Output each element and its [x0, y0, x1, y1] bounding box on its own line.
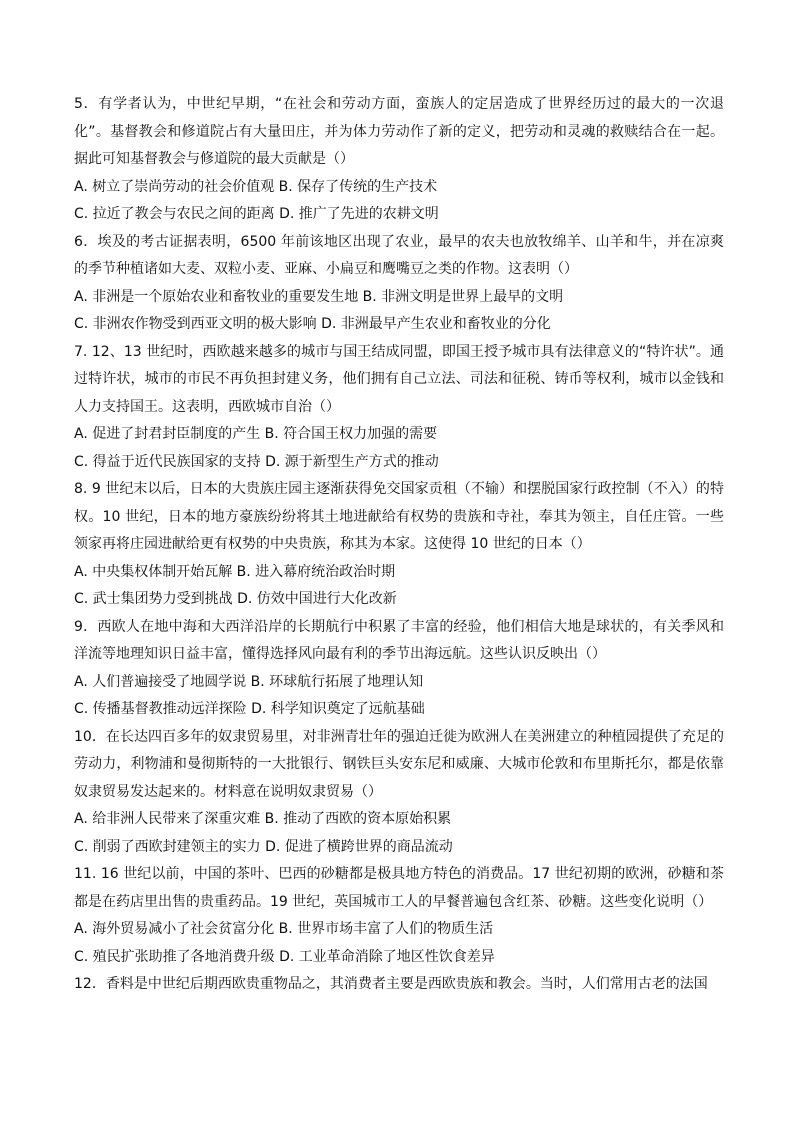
question-stem: 12．香料是中世纪后期西欧贵重物品之，其消费者主要是西欧贵族和教会。当时，人们常用古老的法国: [74, 976, 708, 992]
options-line: C. 殖民扩张助推了各地消费升级 D. 工业革命消除了地区性饮食差异: [74, 948, 495, 965]
question-stem: 8. 9 世纪末以后，日本的大贵族庄园主逐渐获得免交国家贡租（不输）和摆脱国家行政控制（不入）的特权。10 世纪，日本的地方豪族纷纷将其土地进献给有权势的贵族和寺社，奉其为领主，自任庄管。一些领家再将庄园进献给更有权势的中央贵族，称其为本家。这使得 10 世纪的日本（）: [74, 481, 724, 552]
options-line: C. 武士集团势力受到挑战 D. 仿效中国进行大化改新: [74, 591, 397, 607]
question-stem: 5．有学者认为，中世纪早期，“在社会和劳动方面，蛮族人的定居造成了世界经历过的最大的一次退化”。基督教会和修道院占有大量田庄，并为体力劳动作了新的定义，把劳动和灵魂的救赎结合在一起。据此可知基督教会与修道院的最大贡献是（）: [74, 96, 724, 167]
options-line: A. 促进了封君封臣制度的产生 B. 符合国王权力加强的需要: [74, 426, 438, 442]
question-11: [74, 861, 724, 971]
question-7: [74, 339, 724, 477]
options-line: A. 人们普遍接受了地圆学说 B. 环球航行拓展了地理认知: [74, 673, 424, 690]
question-stem: 7. 12、13 世纪时，西欧越来越多的城市与国王结成同盟，即国王授予城市具有法律意义的“特许状”。通过特许状，城市的市民不再负担封建义务，他们拥有自己立法、司法和征税、铸币等权利，城市以金钱和人力支持国王。这表明，西欧城市自治（）: [74, 343, 724, 415]
question-12: [74, 971, 724, 999]
options-line: C. 传播基督教推动远洋探险 D. 科学知识奠定了远航基础: [74, 701, 425, 717]
options-line: C. 非洲农作物受到西亚文明的极大影响 D. 非洲最早产生农业和畜牧业的分化: [74, 316, 551, 332]
options-line: C. 拉近了教会与农民之间的距离 D. 推广了先进的农耕文明: [74, 206, 439, 222]
question-list: [74, 91, 724, 999]
question-10: [74, 724, 724, 862]
question-stem: 9．西欧人在地中海和大西洋沿岸的长期航行中积累了丰富的经验，他们相信大地是球状的，有关季风和洋流等地理知识日益丰富，懂得选择风向最有利的季节出海远航。这些认识反映出（）: [74, 618, 724, 662]
question-stem: 6．埃及的考古证据表明，6500 年前该地区出现了农业，最早的农夫也放牧绵羊、山羊和牛，并在凉爽的季节种植诸如大麦、双粒小麦、亚麻、小扁豆和鹰嘴豆之类的作物。这表明（）: [74, 233, 724, 277]
question-stem: 10．在长达四百多年的奴隶贸易里，对非洲青壮年的强迫迁徙为欧洲人在美洲建立的种植园提供了充足的劳动力，利物浦和曼彻斯特的一大批银行、钢铁巨头安东尼和威廉、大城市伦敦和布里斯托尔，都是依靠奴隶贸易发达起来的。材料意在说明奴隶贸易（）: [74, 728, 724, 800]
question-9: [74, 614, 724, 724]
options-line: C. 削弱了西欧封建领主的实力 D. 促进了横跨世界的商品流动: [74, 838, 453, 855]
options-line: A. 非洲是一个原始农业和畜牧业的重要发生地 B. 非洲文明是世界上最早的文明: [74, 288, 564, 305]
options-line: A. 海外贸易减小了社会贫富分化 B. 世界市场丰富了人们的物质生活: [74, 921, 494, 937]
options-line: A. 中央集权体制开始瓦解 B. 进入幕府统治政治时期: [74, 563, 396, 580]
options-line: C. 得益于近代民族国家的支持 D. 源于新型生产方式的推动: [74, 453, 439, 470]
options-line: A. 给非洲人民带来了深重灾难 B. 推动了西欧的资本原始积累: [74, 811, 452, 827]
options-line: A. 树立了崇尚劳动的社会价值观 B. 保存了传统的生产技术: [74, 178, 438, 195]
question-6: [74, 229, 724, 339]
question-8: [74, 476, 724, 614]
question-stem: 11. 16 世纪以前，中国的茶叶、巴西的砂糖都是极具地方特色的消费品。17 世纪初期的欧洲，砂糖和茶都是在药店里出售的贵重药品。19 世纪，英国城市工人的早餐普遍包含红茶、砂糖。这些变化说明（）: [74, 866, 724, 910]
question-5: [74, 91, 724, 229]
